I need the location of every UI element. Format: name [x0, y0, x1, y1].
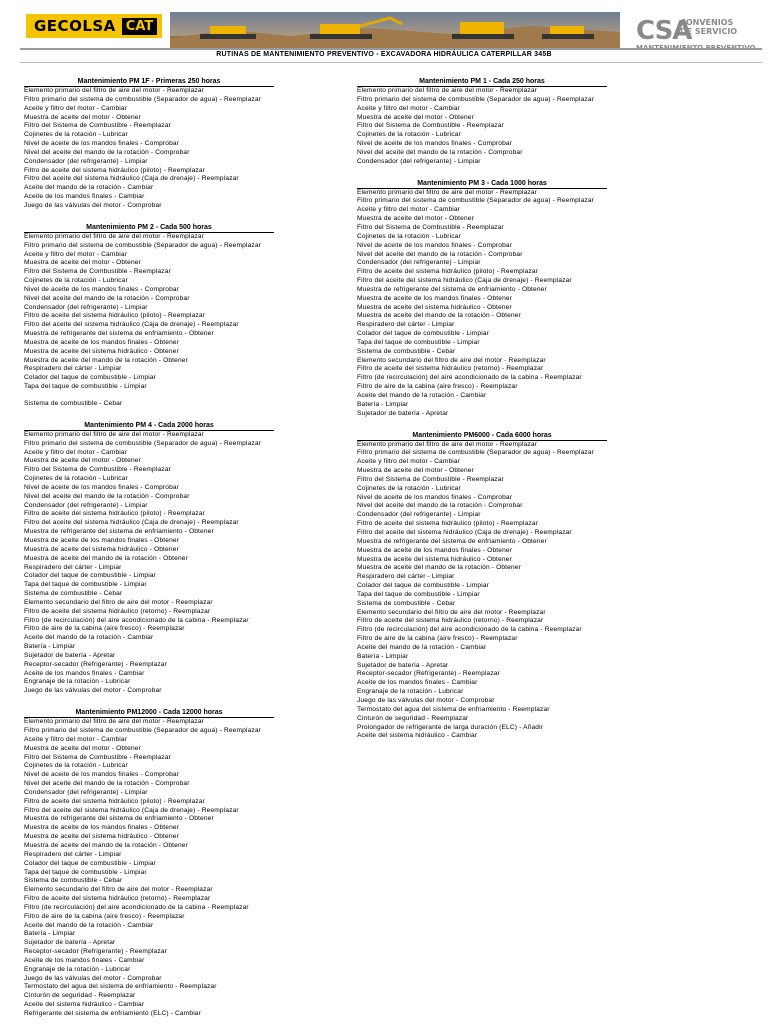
task-item: Sistema de combustible - Cebar: [24, 400, 123, 407]
task-item: Filtro del Sistema de Combustible - Reemplazar: [24, 268, 171, 276]
task-item: Muestra de aceite del motor - Obtener: [357, 113, 474, 121]
task-item: Filtro del Sistema de Combustible - Reemplazar: [357, 223, 504, 231]
task-item: Filtro de aceite del sistema hidráulico (piloto) - Reemplazar: [357, 268, 539, 276]
task-item: Elemento primario del filtro de aire del motor - Reemplazar: [24, 232, 204, 240]
task-item: Sujetador de batería - Apretar: [24, 651, 116, 659]
task-item: Muestra de aceite del mando de la rotación - Obtener: [24, 554, 188, 562]
task-item: Aceite de los mandos finales - Cambiar: [24, 193, 145, 201]
task-item: Elemento primario del filtro de aire del motor - Reemplazar: [24, 430, 204, 438]
csa-logo-line1: CONVENIOS: [680, 18, 734, 27]
task-item: Nivel de aceite de los mandos finales - Comprobar: [357, 493, 513, 501]
task-item: Muestra de aceite del sistema hidráulico - Obtener: [24, 545, 179, 553]
task-item: Elemento secundario del filtro de aire del motor - Reemplazar: [24, 886, 213, 894]
maintenance-section: [24, 223, 364, 409]
maintenance-section: [357, 77, 697, 167]
section-title: Mantenimiento PM6000 - Cada 6000 horas: [357, 431, 607, 441]
task-item: Condensador (del refrigerante) - Limpiar: [357, 157, 481, 165]
task-item: Aceite y filtro del motor - Cambiar: [24, 104, 128, 112]
task-item: Nivel del aceite del mando de la rotación - Comprobar: [24, 780, 190, 788]
left-column: [24, 77, 364, 1019]
task-item: Muestra de aceite de los mandos finales - Obtener: [24, 536, 180, 544]
maintenance-section: [24, 708, 364, 1019]
task-item: Filtro del aceite del sistema hidráulico (Caja de drenaje) - Reemplazar: [24, 806, 239, 814]
task-item: Muestra de aceite del mando de la rotación - Obtener: [357, 564, 521, 572]
right-column: [357, 77, 697, 741]
task-item: Aceite de los mandos finales - Cambiar: [357, 679, 478, 687]
task-item: Batería - Limpiar: [24, 930, 76, 938]
task-item: Cojinetes de la rotación - Lubricar: [24, 131, 128, 139]
task-item: Condensador (del refrigerante) - Limpiar: [357, 511, 481, 519]
task-item: Elemento primario del filtro de aire del motor - Reemplazar: [24, 87, 204, 94]
header-rule: [20, 48, 762, 50]
task-item: Filtro de aceite del sistema hidráulico (piloto) - Reemplazar: [24, 166, 206, 174]
gecolsa-logo: [26, 14, 162, 38]
document-header: [0, 0, 768, 66]
task-item: Aceite del mando de la rotación - Cambiar: [24, 634, 154, 642]
task-item: Sistema de combustible - Cebar: [24, 590, 123, 598]
task-item: Tapa del taque de combustible - Limpiar: [24, 581, 147, 589]
task-item: Juego de las válvulas del motor - Comprobar: [357, 697, 495, 704]
task-item: Respiradero del cárter - Limpiar: [357, 321, 455, 329]
task-item: Aceite del sistema hidráulico - Cambiar: [357, 732, 478, 740]
task-item: Juego de las válvulas del motor - Comprobar: [24, 974, 162, 982]
task-item: Condensador (del refrigerante) - Limpiar: [24, 157, 148, 165]
task-item: Cojinetes de la rotación - Lubricar: [24, 277, 128, 285]
task-item: Colador del taque de combustible - Limpiar: [24, 859, 157, 867]
section-title: Mantenimiento PM 2 - Cada 500 horas: [24, 223, 274, 233]
task-item: Filtro de aceite del sistema hidráulico (piloto) - Reemplazar: [357, 520, 539, 528]
task-item: Filtro de aceite del sistema hidráulico (retorno) - Reemplazar: [24, 607, 211, 615]
task-item: Aceite de los mandos finales - Cambiar: [24, 956, 145, 964]
gecolsa-logo-text: GECOLSA: [34, 17, 116, 35]
task-item: Muestra de aceite del sistema hidráulico - Obtener: [357, 555, 512, 563]
task-item: Tapa del taque de combustible - Limpiar: [357, 338, 480, 346]
section-title: Mantenimiento PM 4 - Cada 2000 horas: [24, 421, 274, 431]
task-item: Aceite y filtro del motor - Cambiar: [357, 104, 461, 112]
task-item: Muestra de aceite del sistema hidráulico - Obtener: [357, 303, 512, 311]
task-item: Muestra de aceite del motor - Obtener: [24, 457, 141, 465]
maintenance-section: [357, 431, 697, 742]
task-item: Engranaje de la rotación - Lubricar: [24, 678, 131, 686]
task-item: Sistema de combustible - Cebar: [357, 347, 456, 355]
task-item: Filtro de aceite del sistema hidráulico (piloto) - Reemplazar: [24, 312, 206, 320]
task-item: Elemento primario del filtro de aire del motor - Reemplazar: [357, 87, 537, 94]
section-title: Mantenimiento PM 3 - Cada 1000 horas: [357, 179, 607, 189]
task-item: Tapa del taque de combustible - Limpiar: [357, 590, 480, 598]
task-item: Refrigerante del sistema de enfriamiento (ELC) - Cambiar: [24, 1010, 201, 1017]
task-item: Prolongador de refrigerante de larga duración (ELC) - Añadir: [357, 723, 544, 731]
task-item: Filtro (de recirculación) del aire acondicionado de la cabina - Reemplazar: [357, 374, 582, 382]
task-item: Filtro de aire de la cabina (aire fresco) - Reemplazar: [357, 383, 518, 391]
task-item: Aceite y filtro del motor - Cambiar: [24, 735, 128, 743]
task-item: Filtro de aceite del sistema hidráulico (retorno) - Reemplazar: [24, 895, 211, 903]
task-item: Filtro de aire de la cabina (aire fresco) - Reemplazar: [24, 625, 185, 633]
task-item: Condensador (del refrigerante) - Limpiar: [24, 501, 148, 509]
task-item: Colador del taque de combustible - Limpiar: [24, 374, 157, 382]
task-item: Nivel de aceite de los mandos finales - Comprobar: [24, 483, 180, 491]
section-title: Mantenimiento PM12000 - Cada 12000 horas: [24, 708, 274, 718]
task-item: Termostato del agua del sistema de enfriamiento - Reemplazar: [24, 983, 217, 991]
task-item: Receptor-secador (Refrigerante) - Reemplazar: [24, 948, 167, 956]
task-item: Filtro (de recirculación) del aire acondicionado de la cabina - Reemplazar: [24, 903, 249, 911]
task-item: Filtro de aceite del sistema hidráulico (retorno) - Reemplazar: [357, 617, 544, 625]
task-item: Aceite del mando de la rotación - Cambiar: [357, 643, 487, 651]
task-item: Muestra de aceite del motor - Obtener: [24, 259, 141, 267]
task-item: Aceite del sistema hidráulico - Cambiar: [24, 1001, 145, 1009]
task-item: Filtro de aire de la cabina (aire fresco) - Reemplazar: [24, 912, 185, 920]
task-item: Filtro (de recirculación) del aire acondicionado de la cabina - Reemplazar: [24, 616, 249, 624]
task-item: Muestra de aceite de los mandos finales - Obtener: [357, 546, 513, 554]
task-item: Filtro del Sistema de Combustible - Reemplazar: [357, 122, 504, 130]
task-item: Muestra de aceite del motor - Obtener: [357, 215, 474, 223]
task-item: Filtro del Sistema de Combustible - Reemplazar: [24, 753, 171, 761]
csa-logo-text: CSA: [636, 16, 692, 46]
task-item: Cojinetes de la rotación - Lubricar: [357, 484, 461, 492]
task-item: Muestra de aceite del motor - Obtener: [24, 113, 141, 121]
task-item: Juego de las válvulas del motor - Comprobar: [24, 687, 162, 695]
task-item: Sistema de combustible - Cebar: [24, 877, 123, 885]
task-item: Filtro primario del sistema de combustible (Separador de agua) - Reemplazar: [24, 241, 262, 249]
task-item: Receptor-secador (Refrigerante) - Reemplazar: [24, 660, 167, 668]
task-item: Nivel de aceite de los mandos finales - Comprobar: [24, 771, 180, 779]
task-item: Cinturón de seguridad - Reemplazar: [24, 992, 136, 1000]
spacer: [24, 392, 364, 400]
task-item: Muestra de aceite del motor - Obtener: [357, 467, 474, 475]
task-item: Filtro primario del sistema de combustible (Separador de agua) - Reemplazar: [24, 95, 262, 103]
task-item: Nivel del aceite del mando de la rotación - Comprobar: [24, 492, 190, 500]
task-item: Nivel de aceite de los mandos finales - Comprobar: [357, 140, 513, 148]
task-item: Termostato del agua del sistema de enfriamiento - Reemplazar: [357, 705, 550, 713]
task-item: Respiradero del cárter - Limpiar: [24, 365, 122, 373]
task-item: Nivel del aceite del mando de la rotación - Comprobar: [24, 294, 190, 302]
task-item: Cojinetes de la rotación - Lubricar: [357, 232, 461, 240]
task-item: Batería - Limpiar: [24, 643, 76, 651]
task-item: Elemento primario del filtro de aire del motor - Reemplazar: [357, 188, 537, 196]
task-item: Aceite y filtro del motor - Cambiar: [24, 448, 128, 456]
task-item: Filtro del aceite del sistema hidráulico (Caja de drenaje) - Reemplazar: [357, 528, 572, 536]
task-item: Batería - Limpiar: [357, 400, 409, 408]
document-title: RUTINAS DE MANTENIMIENTO PREVENTIVO - EXCAVADORA HIDRÁULICA CATERPILLAR 345B: [216, 51, 552, 58]
task-item: Aceite de los mandos finales - Cambiar: [24, 669, 145, 677]
task-item: Muestra de aceite del sistema hidráulico - Obtener: [24, 347, 179, 355]
task-item: Filtro del Sistema de Combustible - Reemplazar: [24, 122, 171, 130]
task-item: Filtro primario del sistema de combustible (Separador de agua) - Reemplazar: [357, 197, 595, 205]
task-item: Muestra de aceite del mando de la rotación - Obtener: [357, 312, 521, 320]
task-item: Muestra de aceite de los mandos finales - Obtener: [357, 294, 513, 302]
task-item: Elemento secundario del filtro de aire del motor - Reemplazar: [24, 598, 213, 606]
task-item: Elemento secundario del filtro de aire del motor - Reemplazar: [357, 356, 546, 364]
task-item: Filtro de aceite del sistema hidráulico (piloto) - Reemplazar: [24, 510, 206, 518]
task-item: Filtro primario del sistema de combustible (Separador de agua) - Reemplazar: [24, 727, 262, 734]
title-rule: [20, 62, 762, 63]
task-item: Nivel de aceite de los mandos finales - Comprobar: [357, 241, 513, 249]
task-item: Filtro de aire de la cabina (aire fresco) - Reemplazar: [357, 635, 518, 643]
task-item: Filtro primario del sistema de combustible (Separador de agua) - Reemplazar: [24, 439, 262, 447]
section-title: Mantenimiento PM 1 - Cada 250 horas: [357, 77, 607, 87]
task-item: Elemento primario del filtro de aire del motor - Reemplazar: [24, 718, 204, 726]
csa-logo: [636, 16, 761, 52]
task-item: Batería - Limpiar: [357, 652, 409, 660]
task-item: Sujetador de batería - Apretar: [24, 939, 116, 947]
task-item: Filtro del Sistema de Combustible - Reemplazar: [357, 475, 504, 483]
task-item: Nivel del aceite del mando de la rotación - Comprobar: [24, 148, 190, 156]
task-item: Elemento secundario del filtro de aire del motor - Reemplazar: [357, 608, 546, 616]
task-item: Muestra de refrigerante del sistema de enfriamiento - Obtener: [24, 330, 214, 338]
task-item: Aceite y filtro del motor - Cambiar: [24, 250, 128, 258]
task-item: Filtro del Sistema de Combustible - Reemplazar: [24, 466, 171, 474]
cat-logo-badge: CAT: [122, 18, 157, 35]
task-item: Elemento primario del filtro de aire del motor - Reemplazar: [357, 440, 537, 448]
maintenance-section: [24, 421, 364, 696]
task-item: Filtro primario del sistema de combustible (Separador de agua) - Reemplazar: [357, 95, 595, 103]
task-item: Muestra de aceite de los mandos finales - Obtener: [24, 338, 180, 346]
task-item: Filtro del aceite del sistema hidráulico (Caja de drenaje) - Reemplazar: [24, 321, 239, 329]
task-item: Colador del taque de combustible - Limpiar: [357, 582, 490, 590]
task-item: Muestra de aceite del mando de la rotación - Obtener: [24, 356, 188, 364]
task-item: Cinturón de seguridad - Reemplazar: [357, 714, 469, 722]
task-item: Juego de las válvulas del motor - Comprobar: [24, 201, 162, 209]
task-item: Muestra de aceite del sistema hidráulico - Obtener: [24, 833, 179, 841]
maintenance-section: [24, 77, 364, 211]
csa-logo-line2: DE SERVICIO: [680, 27, 738, 36]
task-item: Sujetador de batería - Apretar: [357, 409, 449, 417]
task-item: Filtro del aceite del sistema hidráulico (Caja de drenaje) - Reemplazar: [357, 277, 572, 285]
task-item: Muestra de aceite del mando de la rotación - Obtener: [24, 841, 188, 849]
task-item: Receptor-secador (Refrigerante) - Reemplazar: [357, 670, 500, 678]
task-item: Filtro del aceite del sistema hidráulico (Caja de drenaje) - Reemplazar: [24, 175, 239, 183]
task-item: Engranaje de la rotación - Lubricar: [357, 688, 464, 696]
excavator-banner-image: [170, 12, 620, 48]
task-item: Nivel del aceite del mando de la rotación - Comprobar: [357, 148, 523, 156]
task-item: Aceite del mando de la rotación - Cambiar: [357, 392, 487, 399]
task-item: Cojinetes de la rotación - Lubricar: [24, 475, 128, 483]
task-item: Nivel de aceite de los mandos finales - Comprobar: [24, 140, 180, 148]
task-item: Filtro de aceite del sistema hidráulico (retorno) - Reemplazar: [357, 365, 544, 373]
task-item: Engranaje de la rotación - Lubricar: [24, 965, 131, 973]
task-item: Muestra de refrigerante del sistema de enfriamiento - Obtener: [357, 285, 547, 293]
task-item: Muestra de refrigerante del sistema de enfriamiento - Obtener: [357, 537, 547, 545]
task-item: Respiradero del cárter - Limpiar: [24, 850, 122, 858]
task-item: Tapa del taque de combustible - Limpiar: [24, 383, 147, 391]
task-item: Nivel del aceite del mando de la rotación - Comprobar: [357, 250, 523, 258]
task-item: Tapa del taque de combustible - Limpiar: [24, 868, 147, 876]
task-item: Muestra de refrigerante del sistema de enfriamiento - Obtener: [24, 815, 214, 823]
maintenance-section: [357, 179, 697, 419]
task-item: Muestra de refrigerante del sistema de enfriamiento - Obtener: [24, 528, 214, 536]
task-item: Nivel del aceite del mando de la rotación - Comprobar: [357, 502, 523, 510]
task-item: Aceite y filtro del motor - Cambiar: [357, 206, 461, 214]
task-item: Muestra de aceite del motor - Obtener: [24, 744, 141, 752]
task-item: Aceite del mando de la rotación - Cambiar: [24, 184, 154, 192]
task-item: Filtro primario del sistema de combustible (Separador de agua) - Reemplazar: [357, 449, 595, 457]
task-item: Respiradero del cárter - Limpiar: [24, 563, 122, 571]
task-item: Colador del taque de combustible - Limpiar: [357, 330, 490, 338]
task-item: Filtro del aceite del sistema hidráulico (Caja de drenaje) - Reemplazar: [24, 519, 239, 527]
task-item: Condensador (del refrigerante) - Limpiar: [357, 259, 481, 267]
task-item: Nivel de aceite de los mandos finales - Comprobar: [24, 285, 180, 293]
task-item: Aceite y filtro del motor - Cambiar: [357, 458, 461, 466]
task-item: Muestra de aceite de los mandos finales - Obtener: [24, 824, 180, 832]
task-item: Sistema de combustible - Cebar: [357, 599, 456, 607]
task-item: Cojinetes de la rotación - Lubricar: [357, 131, 461, 139]
task-item: Filtro de aceite del sistema hidráulico (piloto) - Reemplazar: [24, 797, 206, 805]
task-item: Colador del taque de combustible - Limpiar: [24, 572, 157, 580]
task-item: Sujetador de batería - Apretar: [357, 661, 449, 669]
section-title: Mantenimiento PM 1F - Primeras 250 horas: [24, 77, 274, 87]
task-item: Aceite del mando de la rotación - Cambiar: [24, 921, 154, 929]
task-item: Respiradero del cárter - Limpiar: [357, 573, 455, 581]
task-item: Cojinetes de la rotación - Lubricar: [24, 762, 128, 770]
task-item: Condensador (del refrigerante) - Limpiar: [24, 788, 148, 796]
task-item: Filtro (de recirculación) del aire acondicionado de la cabina - Reemplazar: [357, 626, 582, 634]
task-item: Condensador (del refrigerante) - Limpiar: [24, 303, 148, 311]
